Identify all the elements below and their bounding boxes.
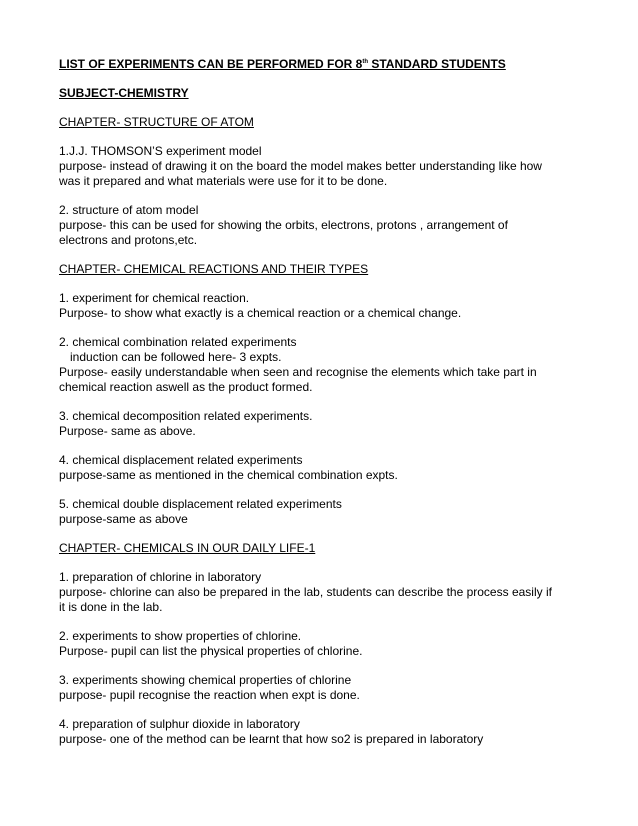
document-page — [59, 57, 599, 747]
spacer — [59, 189, 599, 203]
experiment-title: 3. chemical decomposition related experiments. — [59, 409, 313, 423]
experiment-purpose: purpose- instead of drawing it on the board the model makes better understanding like how — [59, 159, 542, 173]
experiment-item — [59, 335, 599, 395]
experiment-purpose-cont: electrons and protons,etc. — [59, 233, 198, 247]
experiment-title: 2. experiments to show properties of chlorine. — [59, 629, 302, 643]
chapter-heading: CHAPTER- CHEMICAL REACTIONS AND THEIR TYPES — [59, 262, 369, 276]
spacer — [59, 615, 599, 629]
subject-heading: SUBJECT-CHEMISTRY — [59, 86, 189, 100]
spacer — [59, 659, 599, 673]
experiment-purpose: Purpose- pupil can list the physical properties of chlorine. — [59, 644, 363, 658]
title-superscript: th — [362, 59, 369, 65]
spacer — [59, 130, 599, 144]
experiment-item — [59, 203, 599, 248]
experiment-item — [59, 144, 599, 189]
spacer — [59, 703, 599, 717]
experiment-purpose: purpose- chlorine can also be prepared in the lab, students can describe the process easily if — [59, 585, 552, 599]
spacer — [59, 527, 599, 541]
experiment-title: 1. preparation of chlorine in laboratory — [59, 570, 262, 584]
spacer — [59, 101, 599, 115]
spacer — [59, 439, 599, 453]
experiment-title: 2. structure of atom model — [59, 203, 199, 217]
experiment-title: 1.J.J. THOMSON’S experiment model — [59, 144, 262, 158]
spacer — [59, 395, 599, 409]
experiment-title: 4. preparation of sulphur dioxide in laboratory — [59, 717, 300, 731]
experiment-item — [59, 291, 599, 321]
spacer — [59, 248, 599, 262]
spacer — [59, 321, 599, 335]
experiment-purpose-cont: it is done in the lab. — [59, 600, 163, 614]
title-text-end: STANDARD STUDENTS — [368, 57, 506, 71]
experiment-purpose-cont: was it prepared and what materials were use for it to be done. — [59, 174, 388, 188]
experiment-title: 1. experiment for chemical reaction. — [59, 291, 250, 305]
spacer — [59, 72, 599, 86]
experiment-title: 2. chemical combination related experiments — [59, 335, 297, 349]
experiment-purpose: purpose- this can be used for showing the orbits, electrons, protons , arrangement of — [59, 218, 508, 232]
experiment-purpose: purpose-same as mentioned in the chemical combination expts. — [59, 468, 398, 482]
experiment-note: induction can be followed here- 3 expts. — [70, 350, 282, 364]
experiment-item — [59, 673, 599, 703]
experiment-purpose: purpose-same as above — [59, 512, 188, 526]
experiment-item — [59, 570, 599, 615]
experiment-item — [59, 629, 599, 659]
experiment-title: 4. chemical displacement related experiments — [59, 453, 303, 467]
document-title — [59, 57, 599, 72]
experiment-purpose: purpose- pupil recognise the reaction when expt is done. — [59, 688, 360, 702]
experiment-title: 3. experiments showing chemical properties of chlorine — [59, 673, 352, 687]
spacer — [59, 556, 599, 570]
spacer — [59, 277, 599, 291]
experiment-purpose: Purpose- same as above. — [59, 424, 196, 438]
experiment-purpose-cont: chemical reaction aswell as the product formed. — [59, 380, 313, 394]
title-text: LIST OF EXPERIMENTS CAN BE PERFORMED FOR 8 — [59, 57, 363, 71]
chapter-heading: CHAPTER- CHEMICALS IN OUR DAILY LIFE-1 — [59, 541, 316, 555]
spacer — [59, 483, 599, 497]
experiment-item — [59, 497, 599, 527]
chapter-heading: CHAPTER- STRUCTURE OF ATOM — [59, 115, 254, 129]
experiment-item — [59, 409, 599, 439]
experiment-purpose: Purpose- to show what exactly is a chemical reaction or a chemical change. — [59, 306, 462, 320]
experiment-purpose: Purpose- easily understandable when seen and recognise the elements which take part in — [59, 365, 537, 379]
experiment-title: 5. chemical double displacement related experiments — [59, 497, 342, 511]
experiment-purpose: purpose- one of the method can be learnt that how so2 is prepared in laboratory — [59, 732, 484, 746]
experiment-item — [59, 717, 599, 747]
experiment-item — [59, 453, 599, 483]
